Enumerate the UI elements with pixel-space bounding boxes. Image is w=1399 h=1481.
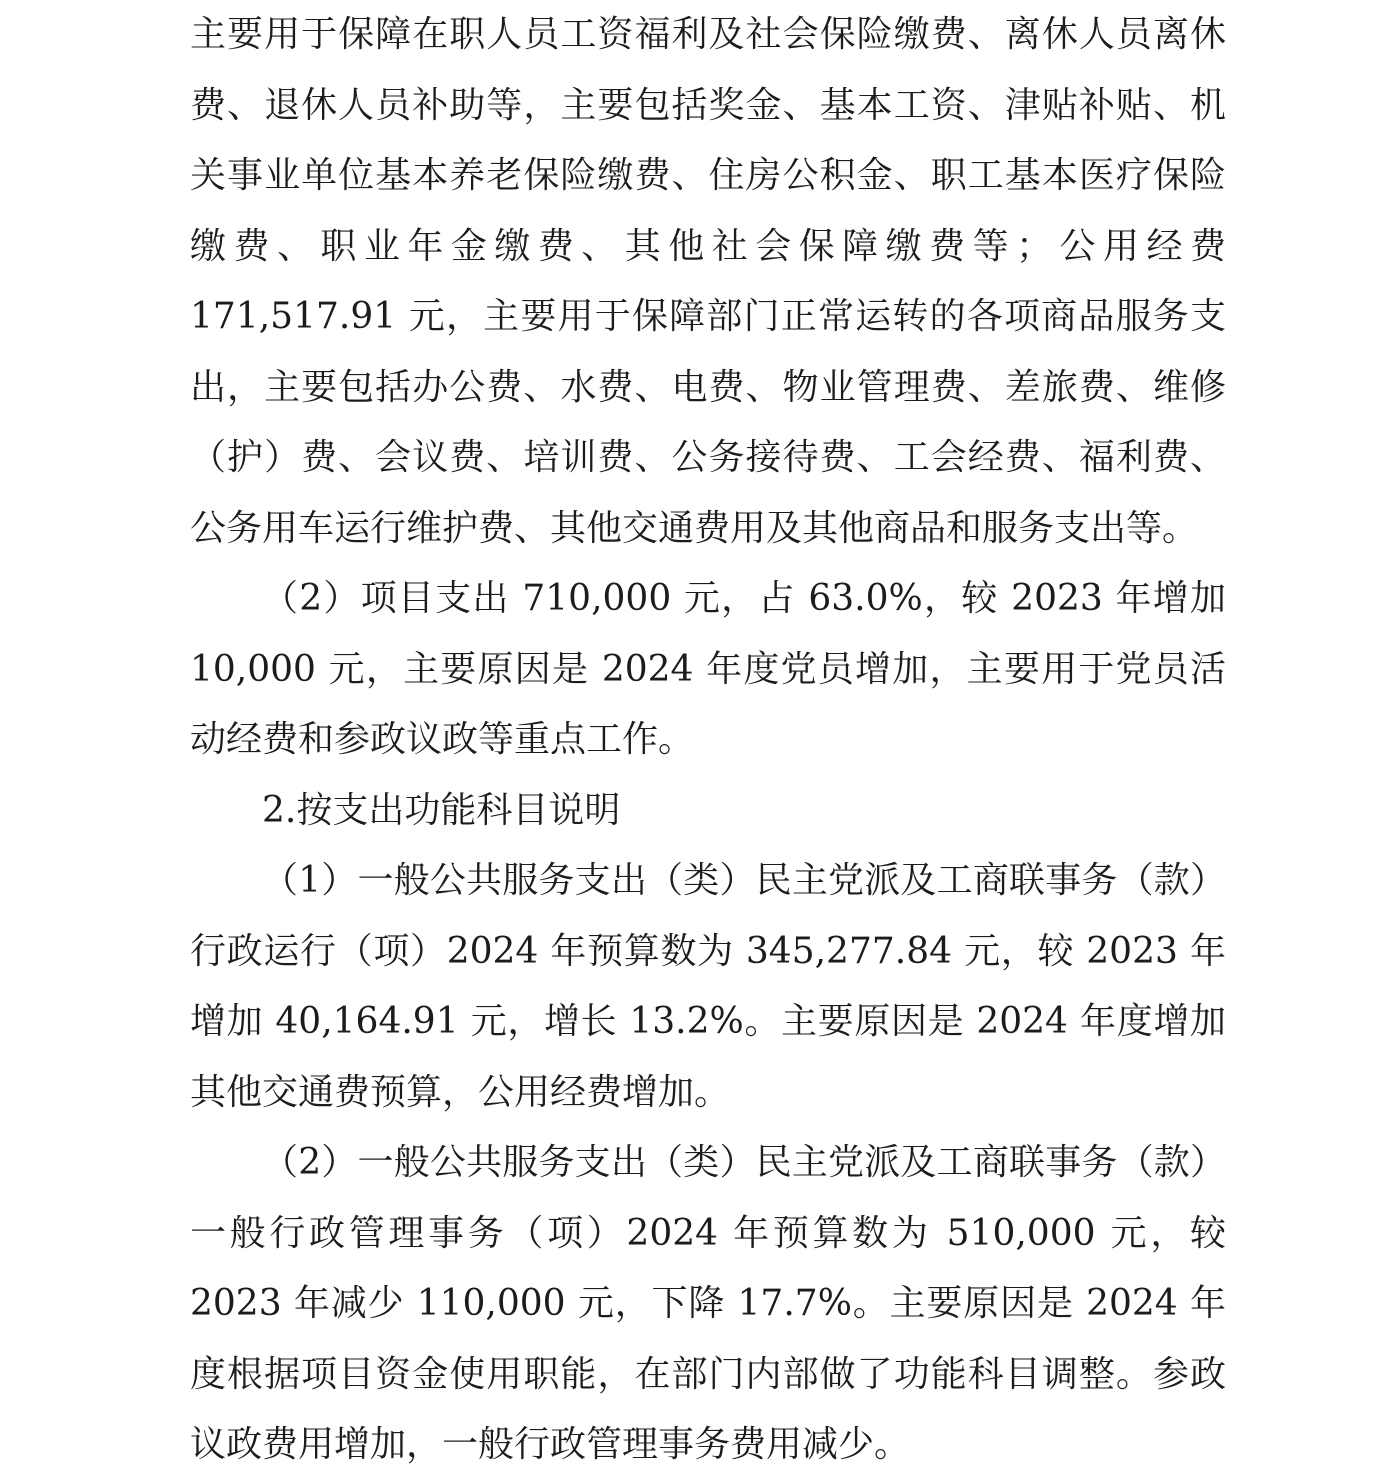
document-body: [190, 0, 1226, 1481]
paragraph-personnel-public-expenses: 主要用于保障在职人员工资福利及社会保险缴费、离休人员离休费、退休人员补助等，主要包括奖金、基本工资、津贴补贴、机关事业单位基本养老保险缴费、住房公积金、职工基本医疗保险缴费、职业年金缴费、其他社会保障缴费等；公用经费171,517.91 元，主要用于保障部门正常运转的各项商品服务支出，主要包括办公费、水费、电费、物业管理费、差旅费、维修（护）费、会议费、培训费、公务接待费、工会经费、福利费、公务用车运行维护费、其他交通费用及其他商品和服务支出等。: [190, 14, 1226, 549]
section-heading-functional-subjects: 2.按支出功能科目说明: [262, 789, 621, 831]
paragraph-general-administrative-affairs: （2）一般公共服务支出（类）民主党派及工商联事务（款）一般行政管理事务（项）2024 年预算数为 510,000 元，较 2023 年减少 110,000 元，下降 17.7%。主要原因是 2024 年度根据项目资金使用职能，在部门内部做了功能科目调整。参政议政费用增加，一般行政管理事务费用减少。: [190, 1142, 1226, 1465]
paragraph-administrative-operation: （1）一般公共服务支出（类）民主党派及工商联事务（款）行政运行（项）2024 年预算数为 345,277.84 元，较 2023 年增加 40,164.91 元，增长 13.2%。主要原因是 2024 年度增加其他交通费预算，公用经费增加。: [190, 860, 1226, 1113]
paragraph-project-expenses: （2）项目支出 710,000 元，占 63.0%，较 2023 年增加 10,000 元，主要原因是 2024 年度党员增加，主要用于党员活动经费和参政议政等重点工作。: [190, 578, 1226, 760]
